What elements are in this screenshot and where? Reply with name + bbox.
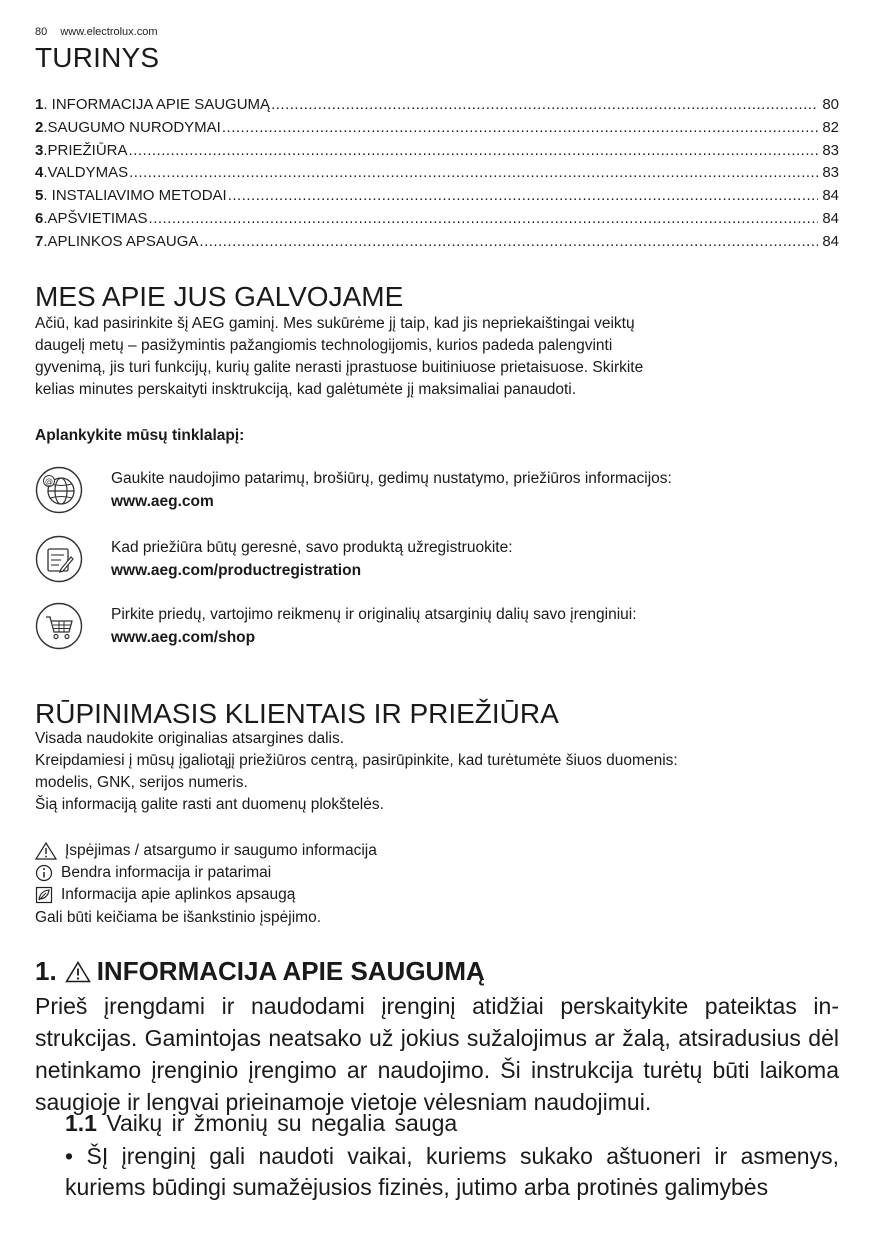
toc-item-page: 80 (822, 96, 839, 113)
warning-icon (35, 842, 57, 860)
link-row-support (35, 466, 839, 526)
legend-text: Informacija apie aplinkos apsaugą (61, 886, 296, 903)
toc-item-page: 83 (822, 164, 839, 182)
toc-item[interactable] (35, 210, 839, 233)
toc-item-page: 84 (822, 232, 839, 250)
toc-dot-leader (222, 119, 818, 136)
toc-item-label: .APLINKOS APSAUGA (43, 232, 199, 250)
section-title-text: INFORMACIJA APIE SAUGUMĄ (96, 956, 485, 986)
toc-item-label: .VALDYMAS (43, 164, 129, 182)
toc-dot-leader (149, 210, 818, 227)
toc-item-page: 82 (822, 118, 839, 136)
bullet-item: • ŠĮ įrenginį gali naudoti vaikai, kuriems sukako aštuoneri ir asmenys, kuriems būdingi sumažėjusios fizinės, jutimo arba protinės galimybės (65, 1143, 839, 1200)
toc-item-label: .PRIEŽIŪRA (43, 141, 128, 159)
toc-item-label: .APŠVIETIMAS (43, 209, 148, 227)
toc-dot-leader (228, 187, 818, 204)
legend-item-info (35, 864, 271, 882)
toc-item-label: . INFORMACIJA APIE SAUGUMĄ (43, 96, 271, 113)
toc-item-page: 84 (822, 187, 839, 205)
about-line: gyvenimą, jis turi funkcijų, kurių galite nerasti įprastuose buitiniuose prietaisuose. Skirkite (35, 359, 644, 376)
legend-item-warning (35, 842, 377, 860)
site-url[interactable]: www.electrolux.com (60, 26, 158, 38)
toc-item-page: 83 (822, 141, 839, 159)
support-link[interactable]: www.aeg.com (111, 493, 214, 510)
section-number: 1. (35, 956, 57, 986)
link-row-shop (35, 602, 839, 662)
warning-icon (65, 961, 91, 983)
toc-item-page: 84 (822, 209, 839, 227)
toc-item-number: 3 (35, 141, 44, 159)
toc-item-number: 5 (35, 187, 44, 205)
care-line: Kreipdamiesi į mūsų įgaliotąjį priežiūros centrą, pasirūpinkite, kad turėtumėte šiuos duomenis: (35, 752, 678, 769)
toc-item-number: 6 (35, 209, 44, 227)
toc-item-number: 1 (35, 96, 44, 113)
about-line: Ačiū, kad pasirinkite šį AEG gaminį. Mes sukūrėme jį taip, kad jis nepriekaištingai veiktų (35, 315, 635, 332)
registration-link[interactable]: www.aeg.com/productregistration (111, 562, 362, 579)
shop-link[interactable]: www.aeg.com/shop (111, 629, 256, 646)
visit-label: Aplankykite mūsų tinklalapį: (35, 427, 245, 444)
info-icon (35, 864, 53, 882)
register-icon (35, 535, 83, 583)
toc-title: TURINYS (35, 42, 160, 73)
toc-item-number: 7 (35, 232, 44, 250)
about-title: MES APIE JUS GALVOJAME (35, 281, 404, 312)
toc-dot-leader (129, 164, 818, 181)
link-description: Pirkite priedų, vartojimo reikmenų ir originalių atsarginių dalių savo įrenginiui: (111, 606, 637, 623)
page-header (35, 26, 158, 38)
care-line: modelis, GNK, serijos numeris. (35, 774, 248, 791)
toc-item-label: . INSTALIAVIMO METODAI (43, 187, 227, 205)
toc-item[interactable] (35, 187, 839, 210)
toc-dot-leader (271, 96, 818, 113)
link-description: Gaukite naudojimo patarimų, brošiūrų, gedimų nustatymo, priežiūros informacijos: (111, 470, 672, 487)
toc-dot-leader (199, 233, 818, 250)
subsection-heading (65, 1110, 457, 1137)
cart-icon (35, 602, 83, 650)
subsection-number: 1.1 (65, 1110, 97, 1136)
link-row-registration (35, 535, 839, 595)
toc-dot-leader (129, 142, 818, 159)
section-title (35, 956, 485, 987)
care-title: RŪPINIMASIS KLIENTAIS IR PRIEŽIŪRA (35, 698, 559, 729)
toc-item[interactable] (35, 119, 839, 142)
toc-item[interactable] (35, 96, 839, 119)
toc-item-label: .SAUGUMO NURODYMAI (43, 118, 221, 136)
page-number: 80 (35, 26, 48, 38)
about-line: kelias minutes perskaityti insktrukciją, kad galėtumėte jį maksimaliai panaudoti. (35, 381, 577, 398)
legend-item-eco (35, 886, 295, 904)
care-line: Visada naudokite originalias atsargines dalis. (35, 730, 345, 747)
toc-item[interactable] (35, 164, 839, 187)
subsection-title: Vaikų ir žmonių su negalia sauga (106, 1110, 458, 1136)
table-of-contents (35, 96, 839, 256)
globe-icon (35, 466, 83, 514)
toc-item[interactable] (35, 233, 839, 256)
legend-text: Bendra informacija ir patarimai (61, 864, 272, 881)
svg-text:@: @ (45, 477, 53, 486)
toc-item[interactable] (35, 142, 839, 165)
toc-item-number: 4 (35, 164, 44, 182)
about-line: daugelį metų – pasižymintis pažangiomis technologijomis, kurios padeda palengvinti (35, 337, 613, 354)
care-line: Šią informaciją galite rasti ant duomenų plokštelės. (35, 796, 384, 813)
toc-item-number: 2 (35, 118, 44, 136)
section-body: Prieš įrengdami ir naudodami įrenginį atidžiai perskaitykite pateiktas in-strukcijas. Gamintojas neatsako už jokius sužalojimus ar žalą, atsiradusius dėl netinkamo įrenginio įrengimo ar naudojimo. Ši instrukcija turėtų būti laikoma saugioje ir lengvai prieinamoje vietoje vėlesniam naudojimui. (35, 993, 839, 1115)
legend-text: Įspėjimas / atsargumo ir saugumo informacija (65, 842, 377, 859)
change-note: Gali būti keičiama be išankstinio įspėjimo. (35, 909, 322, 926)
eco-icon (35, 886, 53, 904)
link-description: Kad priežiūra būtų geresnė, savo produktą užregistruokite: (111, 539, 513, 556)
